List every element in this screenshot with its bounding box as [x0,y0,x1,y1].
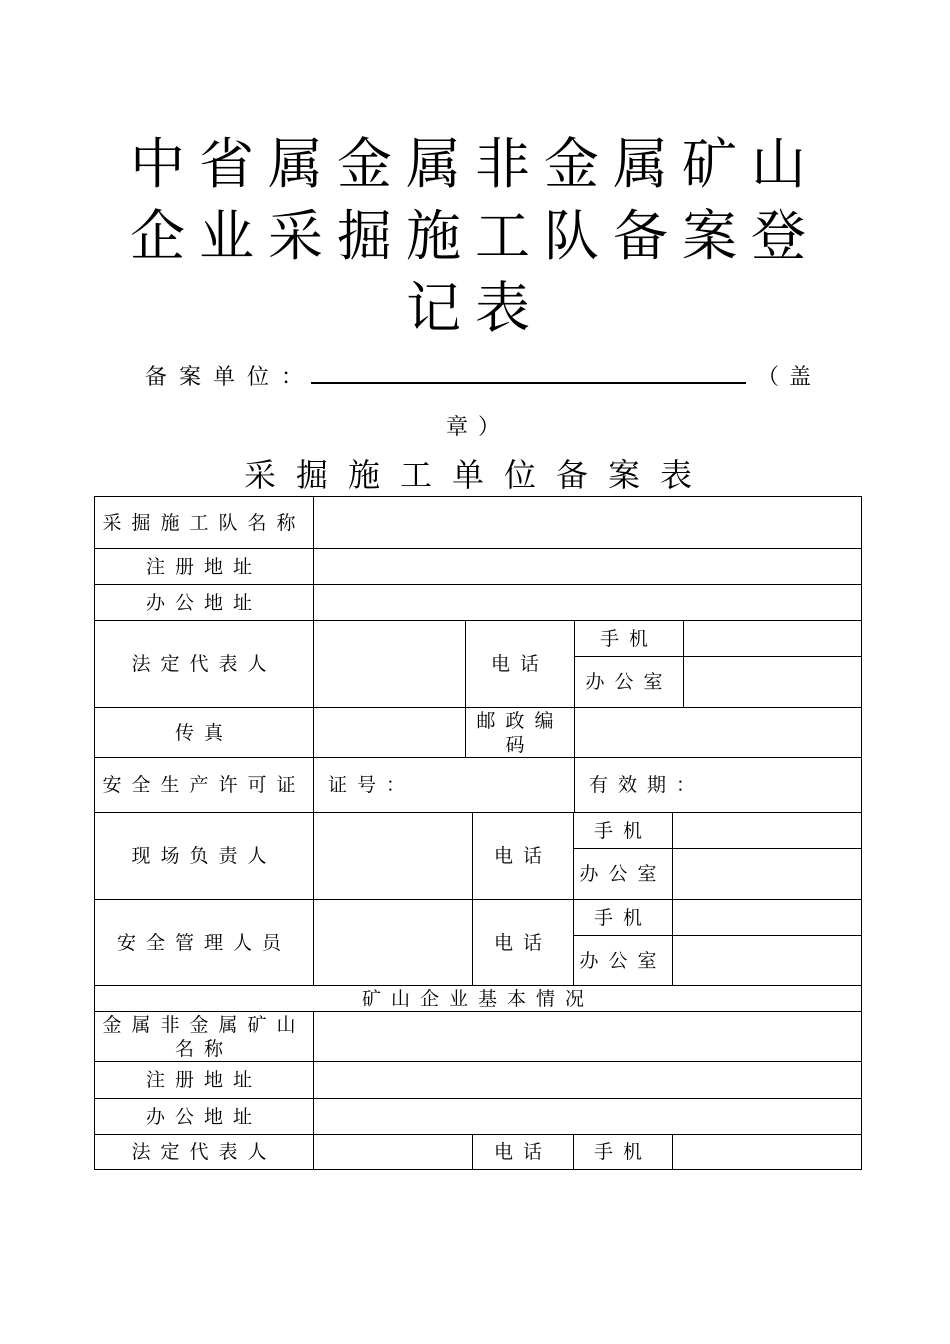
field-postcode [574,707,862,758]
field-mine-name [313,1011,862,1062]
field-team-name [313,496,862,549]
label-mine-legal-rep: 法定代表人 [94,1134,314,1170]
filing-unit-label: 备案单位： [145,365,316,390]
field-fax [313,707,466,758]
label-team-name: 采掘施工队名称 [94,496,314,549]
label-mine-name: 金属非金属矿山名称 [94,1011,314,1062]
field-safety-staff-office [672,935,862,986]
label-mine-legal-rep-mobile: 手机 [573,1134,673,1170]
label-reg-address: 注册地址 [94,548,314,585]
seal-note-part-1: （盖 [757,365,822,390]
field-site-manager [313,812,473,900]
label-safety-staff: 安全管理人员 [94,899,314,986]
label-site-manager: 现场负责人 [94,812,314,900]
field-reg-address [313,548,862,585]
table-title: 采掘施工单位备案表 [243,456,712,494]
label-postcode: 邮政编码 [465,707,575,758]
label-office-address: 办公地址 [94,584,314,621]
label-legal-rep-mobile: 手机 [574,620,684,657]
field-site-manager-office [672,848,862,900]
label-fax: 传真 [94,707,314,758]
field-safety-staff [313,899,473,986]
label-safety-license: 安全生产许可证 [94,757,314,813]
filing-unit-underline [311,382,746,384]
document-title-line-2: 企业采掘施工队备案登 [130,204,821,268]
label-legal-rep: 法定代表人 [94,620,314,708]
field-office-address [313,584,862,621]
field-mine-reg-address [313,1061,862,1099]
field-mine-legal-rep-mobile [672,1134,862,1170]
label-mine-office-address: 办公地址 [94,1098,314,1135]
section-mine-enterprise: 矿山企业基本情况 [94,985,862,1012]
field-mine-legal-rep [313,1134,473,1170]
label-legal-rep-phone: 电话 [465,620,575,708]
label-safety-staff-office: 办公室 [573,935,673,986]
field-legal-rep-mobile [683,620,862,657]
label-safety-staff-phone: 电话 [472,899,574,986]
field-validity: 有效期： [574,757,862,813]
seal-note-part-2: 章） [446,415,511,440]
label-site-manager-office: 办公室 [573,848,673,900]
label-site-manager-mobile: 手机 [573,812,673,849]
field-legal-rep [313,620,466,708]
label-safety-staff-mobile: 手机 [573,899,673,936]
field-safety-staff-mobile [672,899,862,936]
label-legal-rep-office: 办公室 [574,656,684,708]
document-title-line-3: 记表 [405,276,544,340]
label-mine-legal-rep-phone: 电话 [472,1134,574,1170]
field-cert-number: 证号： [313,757,575,813]
document-title-line-1: 中省属金属非金属矿山 [130,132,821,196]
label-site-manager-phone: 电话 [472,812,574,900]
field-legal-rep-office [683,656,862,708]
field-mine-office-address [313,1098,862,1135]
label-mine-reg-address: 注册地址 [94,1061,314,1099]
field-site-manager-mobile [672,812,862,849]
